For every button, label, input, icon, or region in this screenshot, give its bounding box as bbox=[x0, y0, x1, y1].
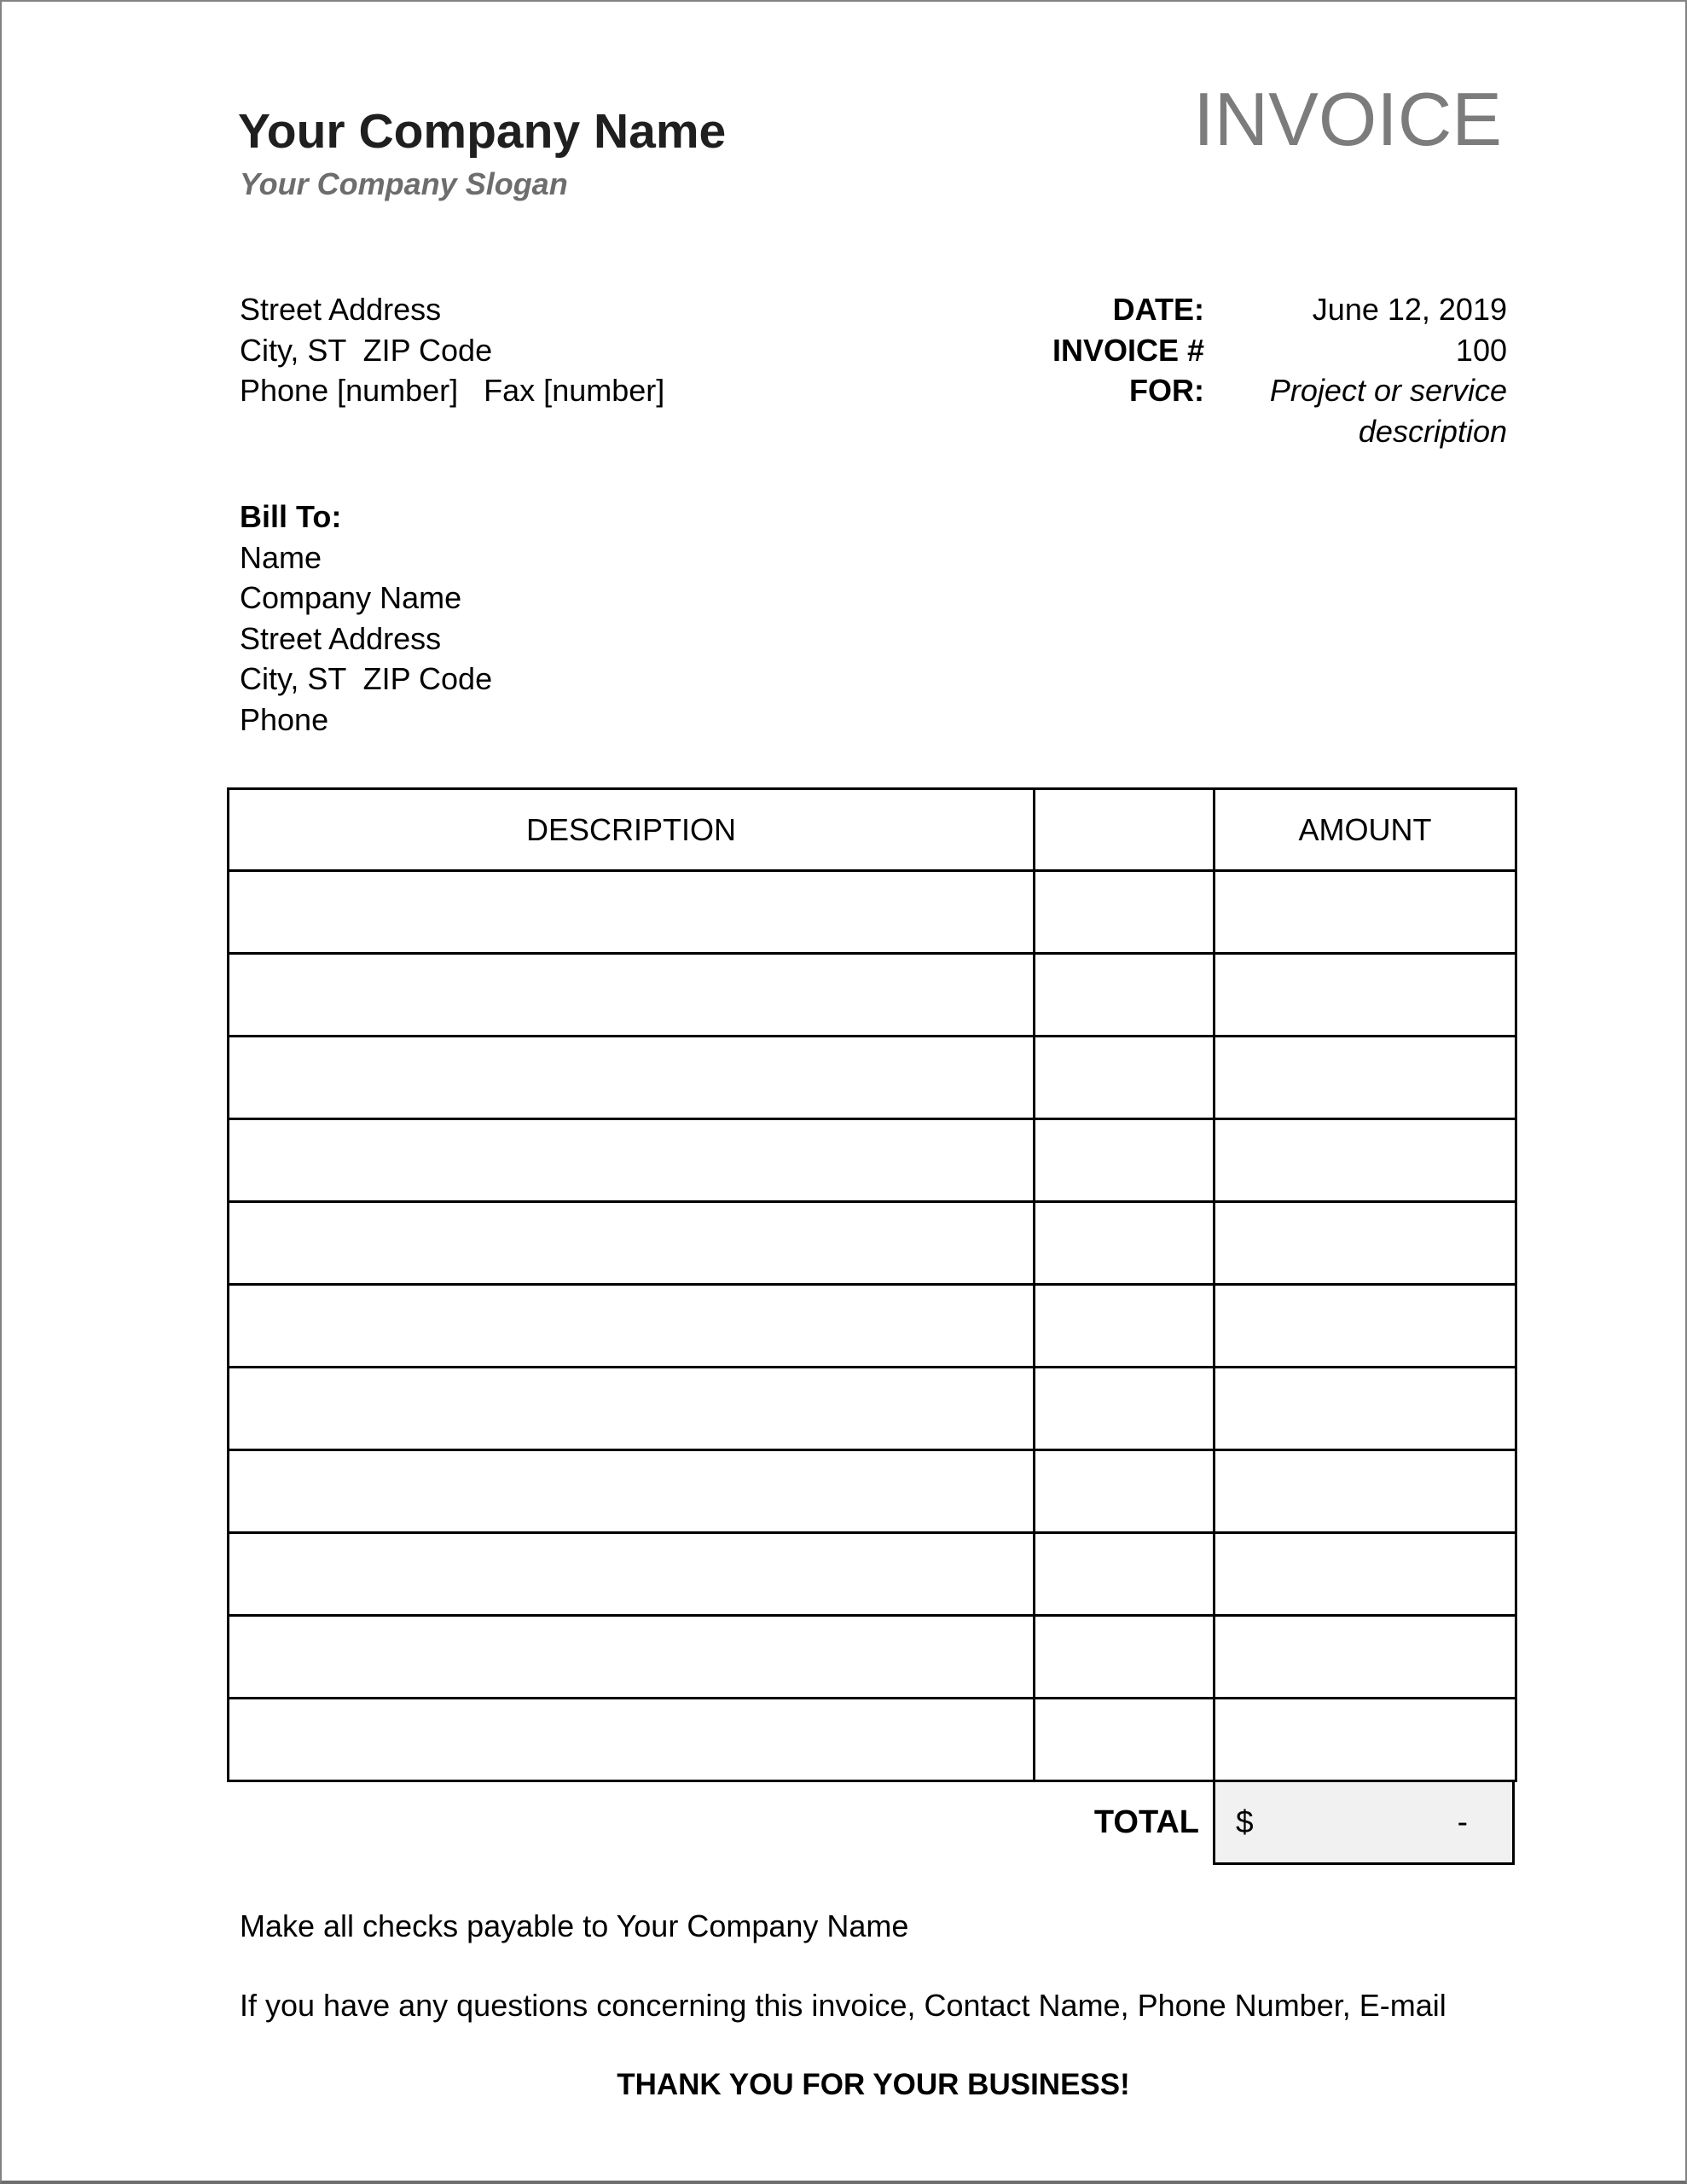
table-cell bbox=[229, 1616, 1035, 1699]
table-cell bbox=[1215, 1119, 1516, 1202]
table-cell bbox=[1215, 1616, 1516, 1699]
table-cell bbox=[229, 1285, 1035, 1368]
company-city-state-zip: City, ST ZIP Code bbox=[240, 332, 493, 368]
table-row bbox=[229, 1699, 1516, 1781]
invoice-for-label: FOR: bbox=[1129, 373, 1204, 408]
table-cell bbox=[229, 1037, 1035, 1119]
invoice-number-label: INVOICE # bbox=[1052, 332, 1204, 368]
company-phone-fax: Phone [number] Fax [number] bbox=[240, 373, 665, 408]
invoice-table-body bbox=[229, 871, 1516, 1781]
invoice-date-label: DATE: bbox=[1112, 292, 1204, 327]
line-items-table bbox=[227, 787, 1517, 1782]
description-column-header: DESCRIPTION bbox=[229, 789, 1035, 871]
invoice-number-value: 100 bbox=[1455, 332, 1507, 368]
table-row bbox=[229, 871, 1516, 954]
invoice-date-value: June 12, 2019 bbox=[1312, 292, 1507, 327]
table-cell bbox=[1215, 1202, 1516, 1285]
checks-payable-note: Make all checks payable to Your Company Name bbox=[240, 1908, 909, 1943]
bill-to-street: Street Address bbox=[240, 620, 442, 656]
table-cell bbox=[1035, 954, 1215, 1037]
table-cell bbox=[1215, 1533, 1516, 1616]
table-row bbox=[229, 1368, 1516, 1450]
table-cell bbox=[1035, 1202, 1215, 1285]
amount-column-header: AMOUNT bbox=[1215, 789, 1516, 871]
table-cell bbox=[1215, 1368, 1516, 1450]
table-cell bbox=[1035, 1699, 1215, 1781]
table-row bbox=[229, 1533, 1516, 1616]
table-cell bbox=[229, 1119, 1035, 1202]
table-cell bbox=[1035, 1616, 1215, 1699]
bill-to-block bbox=[240, 497, 492, 741]
invoice-for-value: Project or service description bbox=[1269, 373, 1516, 449]
company-contact-block bbox=[240, 289, 664, 411]
bill-to-company: Company Name bbox=[240, 580, 462, 616]
total-amount-value: - bbox=[1457, 1804, 1468, 1839]
table-row bbox=[229, 954, 1516, 1037]
table-cell bbox=[1215, 871, 1516, 954]
table-cell bbox=[1035, 1285, 1215, 1368]
table-cell bbox=[1035, 871, 1215, 954]
table-cell bbox=[1035, 1450, 1215, 1533]
table-cell bbox=[229, 954, 1035, 1037]
table-cell bbox=[1215, 1699, 1516, 1781]
table-cell bbox=[1215, 1285, 1516, 1368]
table-cell bbox=[1215, 954, 1516, 1037]
total-label: TOTAL bbox=[1093, 1804, 1199, 1840]
invoice-meta-block bbox=[965, 289, 1516, 451]
invoice-number-row bbox=[965, 330, 1507, 371]
company-street-address: Street Address bbox=[240, 292, 442, 327]
table-cell bbox=[1035, 1533, 1215, 1616]
table-cell bbox=[229, 1450, 1035, 1533]
bill-to-phone: Phone bbox=[240, 701, 329, 737]
table-cell bbox=[229, 871, 1035, 954]
bill-to-name: Name bbox=[240, 539, 322, 575]
invoice-title: INVOICE bbox=[1193, 77, 1502, 161]
middle-column-header bbox=[1035, 789, 1215, 871]
table-cell bbox=[229, 1699, 1035, 1781]
thank-you-message: THANK YOU FOR YOUR BUSINESS! bbox=[617, 2068, 1130, 2101]
table-cell bbox=[1035, 1368, 1215, 1450]
table-cell bbox=[229, 1368, 1035, 1450]
table-row bbox=[229, 1202, 1516, 1285]
table-cell bbox=[1035, 1037, 1215, 1119]
table-row bbox=[229, 1119, 1516, 1202]
invoice-date-row bbox=[965, 289, 1507, 330]
total-amount-box bbox=[1213, 1780, 1515, 1865]
table-cell bbox=[1035, 1119, 1215, 1202]
table-row bbox=[229, 1285, 1516, 1368]
bill-to-heading: Bill To: bbox=[240, 499, 342, 534]
questions-note: If you have any questions concerning this invoice, Contact Name, Phone Number, E-mail bbox=[240, 1988, 1446, 2023]
currency-symbol: $ bbox=[1236, 1804, 1254, 1839]
table-cell bbox=[1215, 1450, 1516, 1533]
company-name: Your Company Name bbox=[238, 104, 727, 159]
table-header-row bbox=[229, 789, 1516, 871]
table-cell bbox=[229, 1202, 1035, 1285]
table-row bbox=[229, 1616, 1516, 1699]
company-slogan: Your Company Slogan bbox=[240, 166, 568, 201]
table-row bbox=[229, 1450, 1516, 1533]
table-cell bbox=[229, 1533, 1035, 1616]
invoice-for-row bbox=[965, 370, 1516, 451]
table-row bbox=[229, 1037, 1516, 1119]
bill-to-city-state-zip: City, ST ZIP Code bbox=[240, 661, 493, 697]
table-cell bbox=[1215, 1037, 1516, 1119]
